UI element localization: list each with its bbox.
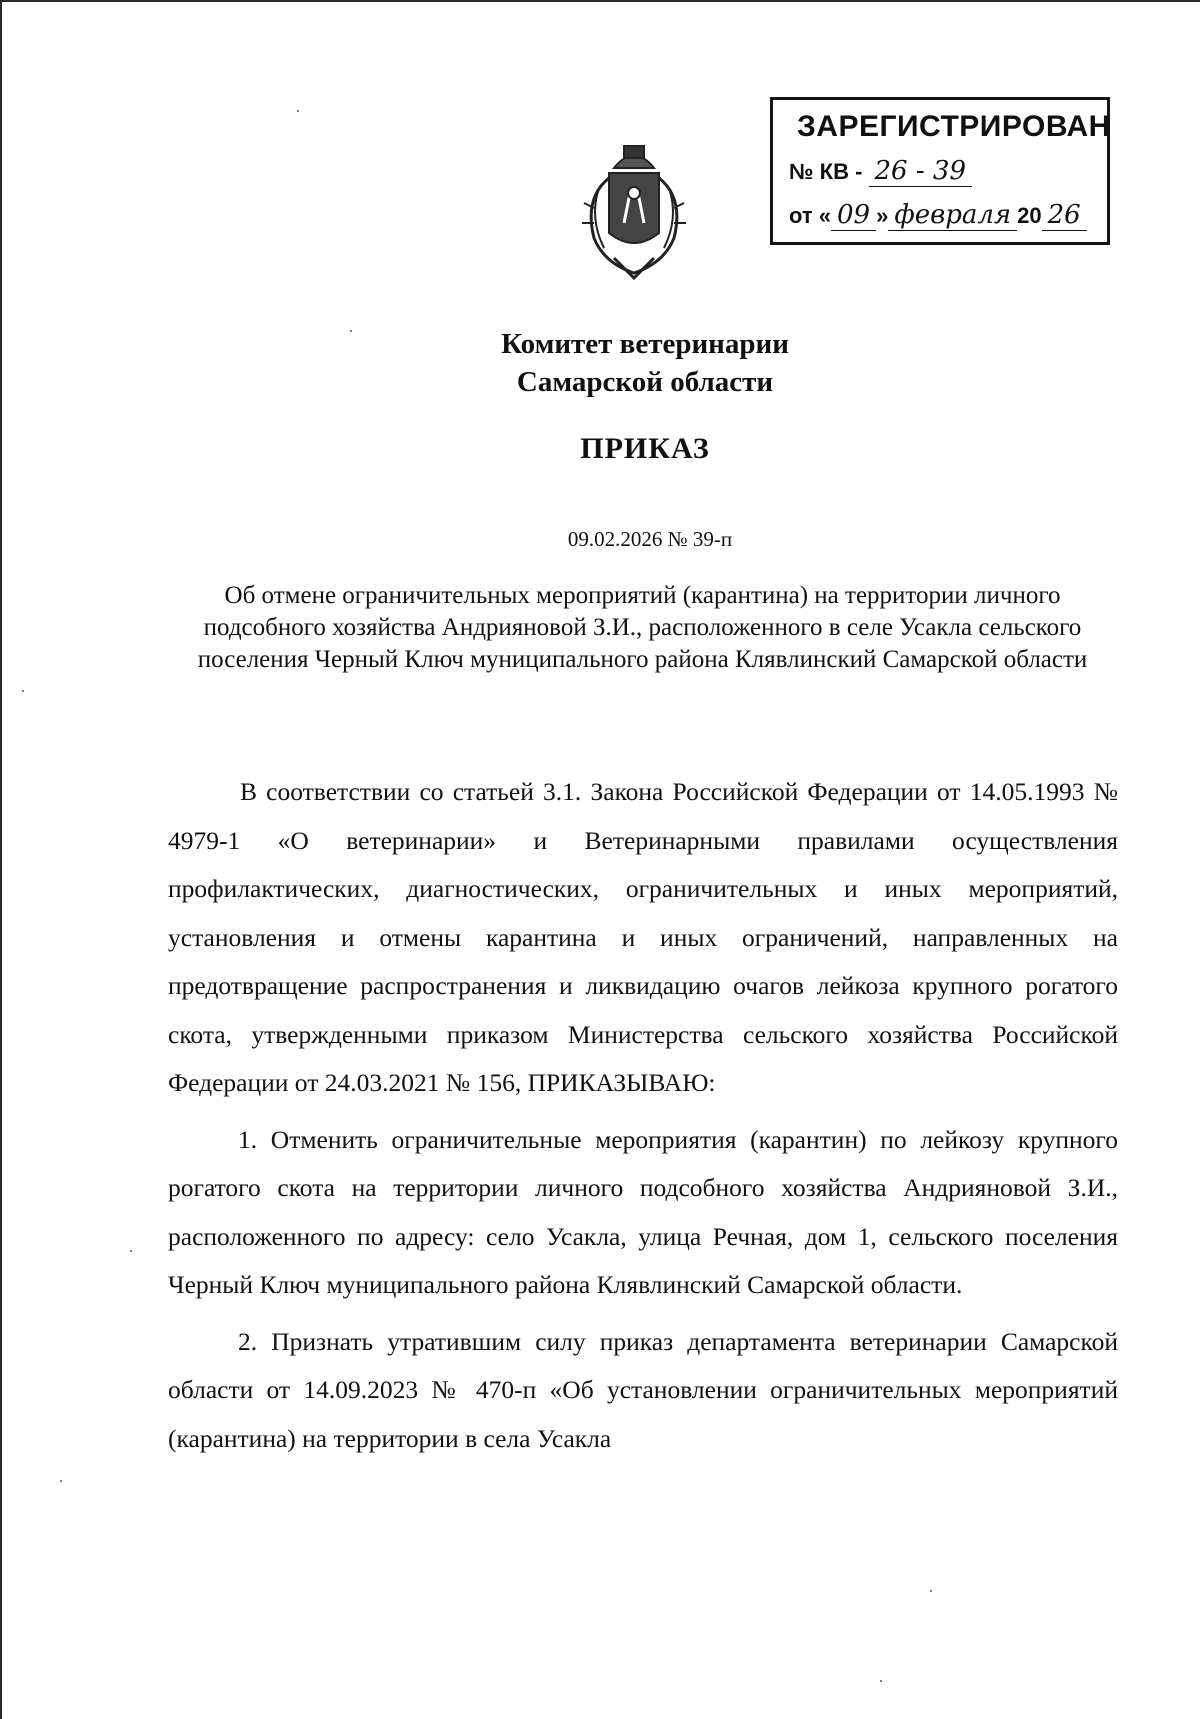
document-date-number: 09.02.2026 № 39-п bbox=[567, 527, 733, 551]
stamp-date-day: 09 bbox=[831, 200, 876, 231]
scan-speck bbox=[350, 330, 352, 332]
org-line-2: Самарской области bbox=[516, 366, 774, 398]
stamp-number-label: № КВ - bbox=[789, 159, 863, 184]
scan-speck bbox=[930, 1590, 932, 1592]
scan-speck bbox=[297, 110, 299, 112]
stamp-title: ЗАРЕГИСТРИРОВАН bbox=[797, 110, 1111, 143]
stamp-date-mid: » bbox=[876, 203, 889, 228]
stamp-year-prefix: 20 bbox=[1017, 203, 1042, 228]
stamp-number-value: 26 - 39 bbox=[869, 156, 972, 187]
document-body bbox=[168, 768, 1118, 1471]
stamp-number-line bbox=[789, 156, 972, 187]
preamble-paragraph: В соответствии со статьей 3.1. Закона Российской Федерации от 14.05.1993 № 4979-1 «О ветеринарии» и Ветеринарными правилами осуществления профилактических, диагностических, ограничительных и иных мероприятий, установления и отмены карантина и иных ограничений, направленных на предотвращение распространения и ликвидацию очагов лейкоза крупного рогатого скота, утвержденными приказом Министерства сельского хозяйства Российской Федерации от 24.03.2021 № 156, ПРИКАЗЫВАЮ: bbox=[168, 777, 1118, 1097]
scan-speck bbox=[880, 1680, 882, 1682]
scan-speck bbox=[22, 690, 24, 692]
stamp-date-line bbox=[789, 200, 1087, 231]
organization-name bbox=[0, 325, 1200, 401]
stamp-year-suffix: 26 bbox=[1042, 200, 1087, 231]
scan-speck bbox=[60, 1480, 62, 1482]
samara-coat-of-arms-icon bbox=[574, 138, 694, 288]
order-item-1: 1. Отменить ограничительные мероприятия (карантин) по лейкозу крупного рогатого скота на территории личного подсобного хозяйства Андрияновой З.И., расположенного по адресу: село Усакла, улица Речная, дом 1, сельского поселения Черный Ключ муниципального района Клявлинский Самарской области. bbox=[168, 1124, 1118, 1299]
scan-speck bbox=[130, 1250, 132, 1252]
stamp-date-prefix: от « bbox=[789, 203, 832, 228]
org-line-1: Комитет ветеринарии bbox=[501, 328, 789, 360]
document-type: ПРИКАЗ bbox=[580, 432, 710, 465]
stamp-date-month: февраля bbox=[888, 200, 1017, 231]
document-subject: Об отмене ограничительных мероприятий (карантина) на территории личного подсобного хозяйства Андрияновой З.И., расположенного в селе Усакла сельского поселения Черный Ключ муниципального района Клявлинский Самарской области bbox=[197, 582, 1088, 673]
order-item-2: 2. Признать утратившим силу приказ департамента ветеринарии Самарской области от 14.09.2023 № 470-п «Об установлении ограничительных мероприятий (карантина) на территории в села Усакла bbox=[168, 1326, 1118, 1453]
registration-stamp bbox=[770, 97, 1110, 245]
